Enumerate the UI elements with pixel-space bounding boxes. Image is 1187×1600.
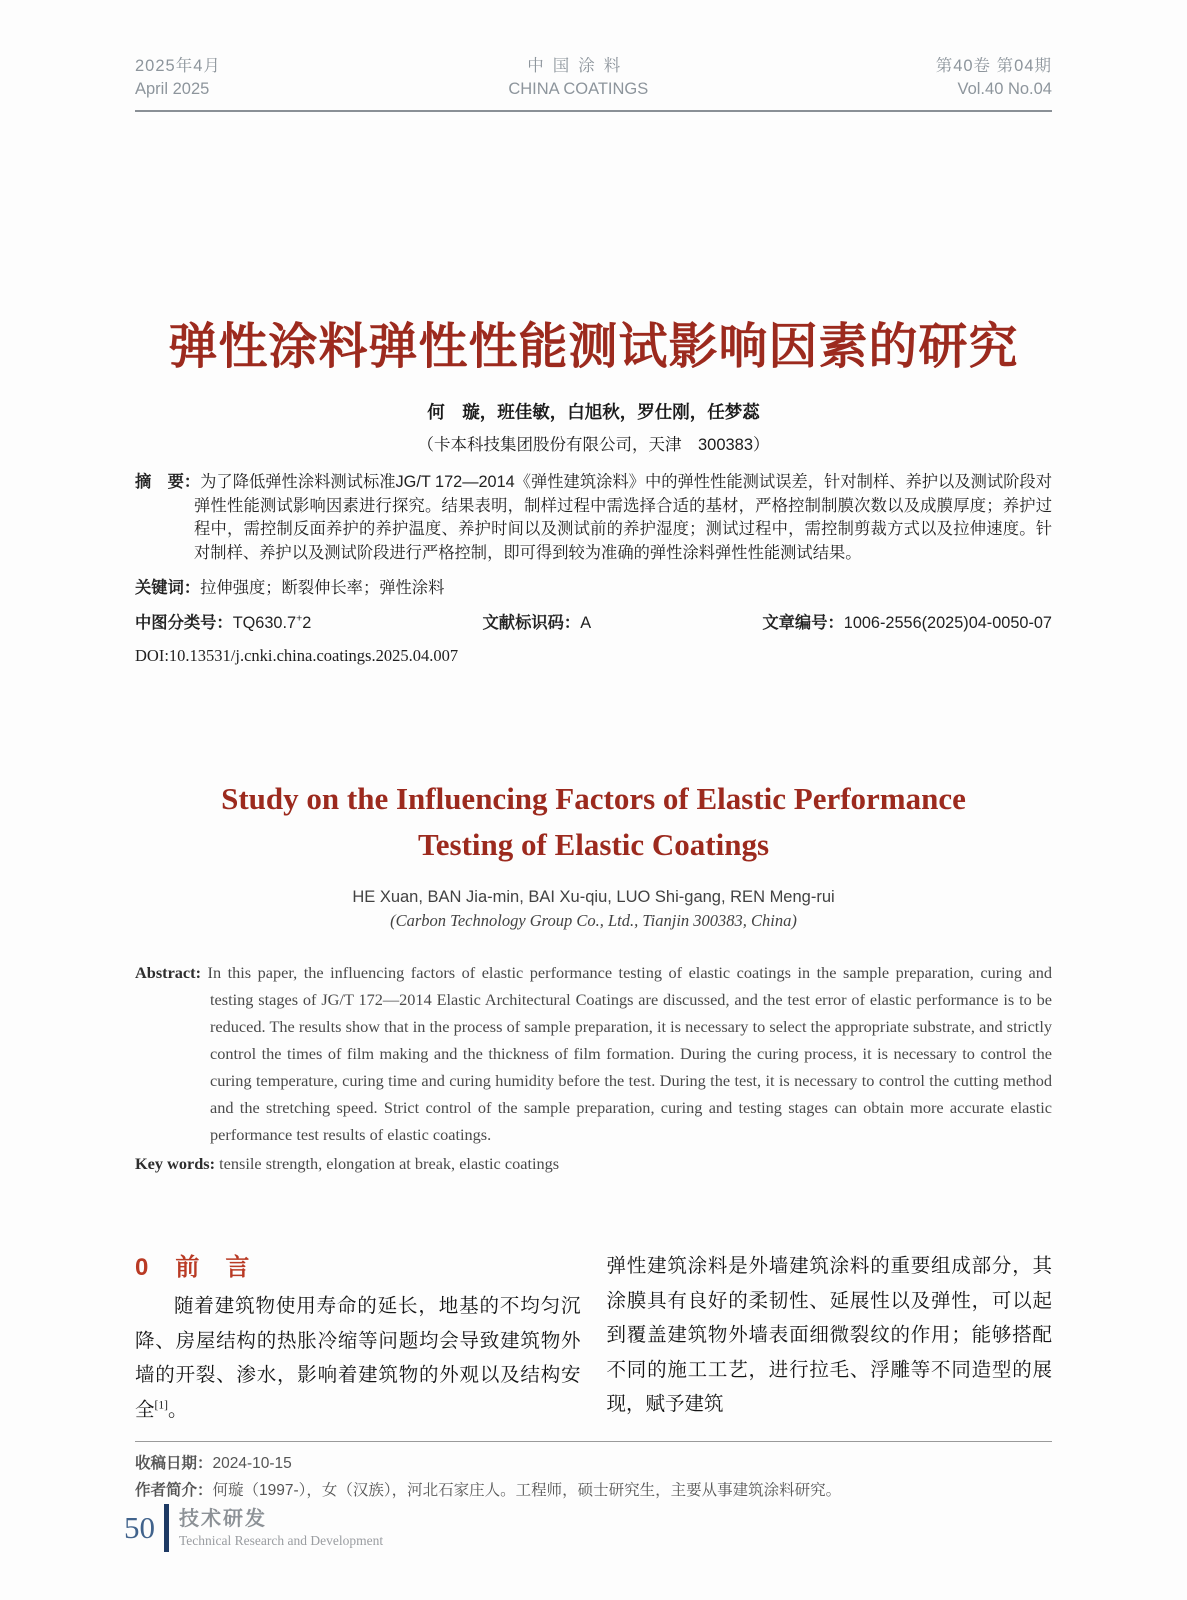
head-date-zh: 2025年4月	[135, 57, 221, 75]
document-code-label: 文献标识码：	[482, 614, 581, 632]
abstract-zh-label: 摘 要：	[135, 473, 201, 491]
classification-row	[135, 609, 1052, 633]
footnotes	[135, 1450, 1052, 1504]
section-0-title: 前 言	[175, 1254, 251, 1281]
abstract-zh-text: 为了降低弹性涂料测试标准JG/T 172—2014《弹性建筑涂料》中的弹性性能测试误差，针对制样、养护以及测试阶段对弹性性能测试影响因素进行探究。结果表明，制样过程中需选择合适的基材，严格控制制膜次数以及成膜厚度；养护过程中，需控制反面养护的养护温度、养护时间以及测试前的养护湿度；测试过程中，需控制剪裁方式以及拉伸速度。针对制样、养护以及测试阶段进行严格控制，即可得到较为准确的弹性涂料弹性性能测试结果。	[194, 473, 1052, 562]
keywords-en-text: tensile strength, elongation at break, elastic coatings	[219, 1154, 560, 1173]
received-date-line	[135, 1450, 1052, 1477]
section-0-heading	[135, 1247, 581, 1282]
head-date	[135, 55, 221, 101]
footer-column-en: Technical Research and Development	[179, 1533, 384, 1548]
article-title-en-line2: Testing of Elastic Coatings	[417, 827, 770, 862]
footer-column-name	[179, 1507, 383, 1549]
abstract-en-label: Abstract:	[135, 963, 202, 982]
citation-1: [1]	[154, 1399, 168, 1411]
author-bio-label: 作者简介：	[135, 1482, 213, 1499]
authors-en: HE Xuan, BAN Jia-min, BAI Xu-qiu, LUO Shi-gang, REN Meng-rui	[352, 888, 835, 906]
article-id	[762, 609, 1052, 633]
head-volume-en: Vol.40 No.04	[957, 80, 1052, 98]
running-head	[135, 55, 1052, 101]
article-title-en-line1: Study on the Influencing Factors of Elastic Performance	[221, 781, 966, 816]
received-date-label: 收稿日期：	[135, 1455, 213, 1472]
affiliation-zh: （卡本科技集团股份有限公司，天津 300383）	[417, 436, 770, 454]
clc-tail: 2	[302, 614, 312, 632]
header-divider	[135, 110, 1052, 112]
footnote-divider	[135, 1441, 1052, 1442]
document-code	[483, 609, 592, 633]
body-columns	[135, 1247, 1052, 1428]
head-volume	[936, 55, 1052, 101]
head-date-en: April 2025	[135, 80, 210, 98]
article-id-value: 1006-2556(2025)04-0050-07	[843, 614, 1052, 632]
head-journal-name	[508, 55, 648, 101]
intro-paragraph-left	[135, 1290, 581, 1428]
author-bio-value: 何璇（1997-），女（汉族），河北石家庄人。工程师，硕士研究生，主要从事建筑涂料研究。	[212, 1482, 842, 1499]
clc-superscript: +	[296, 612, 303, 625]
article-id-label: 文章编号：	[762, 614, 844, 632]
keywords-zh-label: 关键词：	[135, 579, 201, 597]
authors-zh: 何 璇，班佳敏，白旭秋，罗仕刚，任梦蕊	[427, 402, 760, 422]
section-0-number: 0	[135, 1254, 150, 1281]
footer-divider-bar	[164, 1504, 169, 1552]
received-date-value: 2024-10-15	[212, 1455, 292, 1472]
abstract-zh	[135, 471, 1052, 565]
clc-label: 中图分类号：	[135, 614, 233, 632]
intro-left-text: 随着建筑物使用寿命的延长，地基的不均匀沉降、房屋结构的热胀冷缩等问题均会导致建筑物外墙的开裂、渗水，影响着建筑物的外观以及结构安全	[135, 1296, 581, 1421]
journal-name-zh: 中国涂料	[527, 57, 630, 75]
clc-number	[135, 609, 311, 633]
journal-name-en: CHINA COATINGS	[508, 80, 649, 98]
footer-column-zh: 技术研发	[179, 1508, 267, 1530]
column-left	[135, 1247, 581, 1428]
affiliation-en: (Carbon Technology Group Co., Ltd., Tianjin 300383, China)	[390, 911, 797, 930]
doi: DOI:10.13531/j.cnki.china.coatings.2025.04.007	[135, 646, 459, 665]
document-code-value: A	[580, 614, 592, 632]
article-title-zh: 弹性涂料弹性性能测试影响因素的研究	[168, 320, 1019, 374]
page-footer	[124, 1504, 383, 1552]
intro-left-tail: 。	[167, 1399, 188, 1421]
article-title-en	[135, 776, 1052, 868]
keywords-zh-text: 拉伸强度；断裂伸长率；弹性涂料	[200, 579, 445, 597]
page-number: 50	[124, 1510, 155, 1545]
keywords-en	[135, 1150, 1052, 1177]
abstract-en	[135, 959, 1052, 1148]
head-volume-zh: 第40卷 第04期	[935, 57, 1052, 75]
keywords-en-label: Key words:	[135, 1154, 216, 1173]
abstract-en-body: In this paper, the influencing factors of elastic performance testing of elastic coatings in the sample preparation, curing and testing stages of JG/T 172—2014 Elastic Architectural Coatings are discussed, and the test error of elastic performance is to be reduced. The results show that in the process of sample preparation, it is necessary to select the appropriate substrate, and strictly control the times of film making and the thickness of film formation. During the curing process, it is necessary to control the curing temperature, curing time and curing humidity before the test. During the test, it is necessary to control the cutting method and the stretching speed. Strict control of the sample preparation, curing and testing stages can obtain more accurate elastic performance test results of elastic coatings.	[207, 963, 1052, 1144]
column-right	[607, 1247, 1053, 1428]
keywords-zh	[135, 574, 1052, 598]
clc-value: TQ630.7	[232, 614, 297, 632]
author-bio-line	[135, 1477, 1052, 1504]
intro-paragraph-right: 弹性建筑涂料是外墙建筑涂料的重要组成部分，其涂膜具有良好的柔韧性、延展性以及弹性，可以起到覆盖建筑物外墙表面细微裂纹的作用；能够搭配不同的施工工艺，进行拉毛、浮雕等不同造型的展现，赋予建筑	[606, 1256, 1052, 1415]
